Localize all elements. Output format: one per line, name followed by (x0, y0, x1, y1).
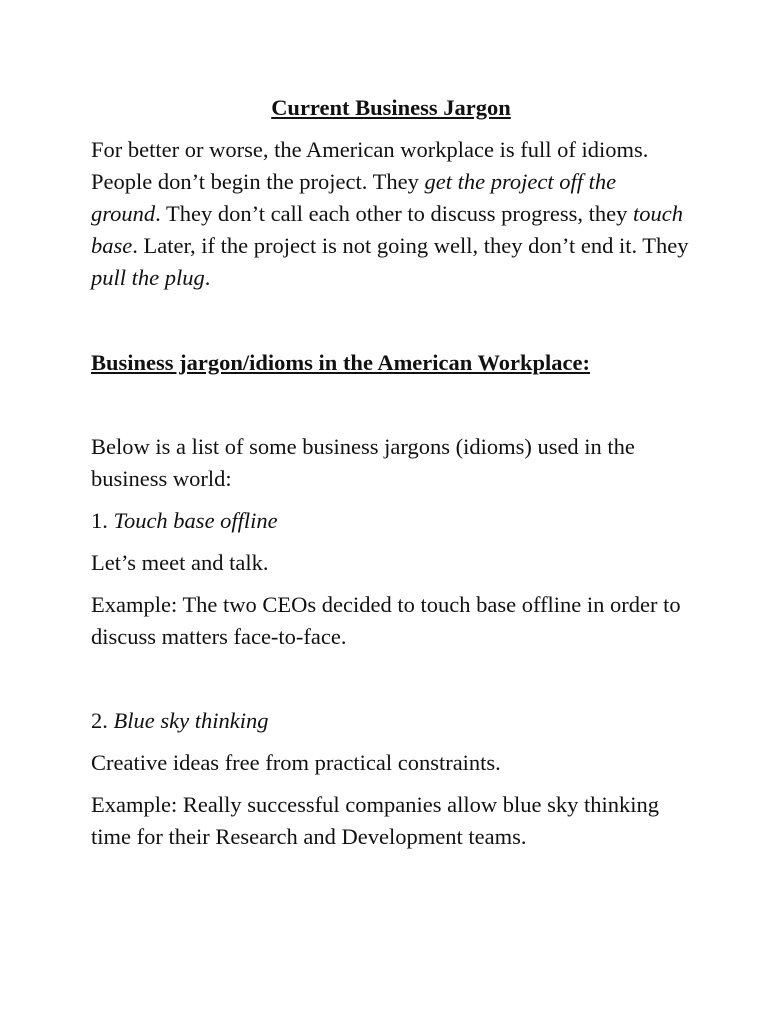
document-page (91, 92, 691, 853)
item-term: Blue sky thinking (113, 708, 269, 733)
intro-text-2: . They don’t call each other to discuss progress, they (155, 201, 633, 226)
list-item (91, 505, 691, 653)
list-intro: Below is a list of some business jargons (idioms) used in the business world: (91, 434, 635, 491)
list-item (91, 705, 691, 853)
intro-idiom-3: pull the plug (91, 265, 205, 290)
intro-text-4: . (204, 265, 211, 290)
item-meaning: Let’s meet and talk. (91, 550, 269, 575)
intro-idiom-2: touch base (91, 201, 683, 258)
item-meaning: Creative ideas free from practical constraints. (91, 750, 501, 775)
item-number: 2. (91, 708, 114, 733)
intro-idiom-1: get the project off the ground (91, 169, 617, 226)
item-term: Touch base offline (113, 508, 278, 533)
section-heading: Business jargon/idioms in the American Workplace: (91, 350, 590, 375)
item-title (91, 505, 691, 537)
intro-text-3: . Later, if the project is not going well, they don’t end it. They (132, 233, 689, 258)
item-number: 1. (91, 508, 114, 533)
intro-text-1: For better or worse, the American workplace is full of idioms. People don’t begin the project. They (91, 137, 649, 194)
item-example: Example: Really successful companies allow blue sky thinking time for their Research and Development teams. (91, 792, 660, 849)
document-title: Current Business Jargon (271, 95, 511, 120)
item-title (91, 705, 691, 737)
intro-paragraph (91, 134, 691, 294)
item-example: Example: The two CEOs decided to touch base offline in order to discuss matters face-to-face. (91, 592, 681, 649)
